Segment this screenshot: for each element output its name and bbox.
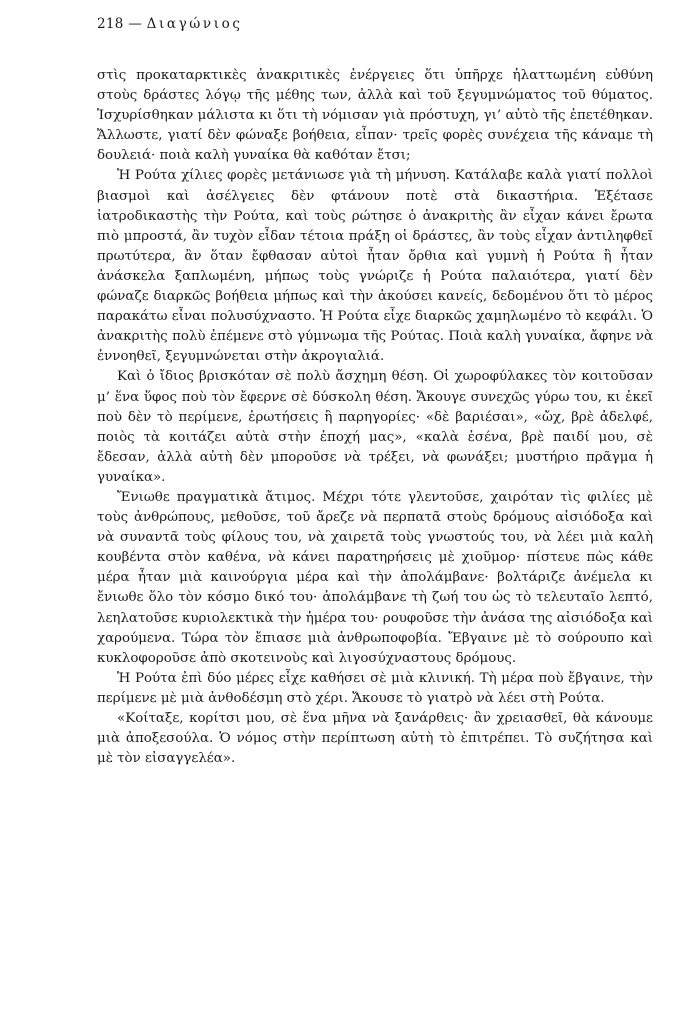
paragraph: Ἡ Ρούτα χίλιες φορὲς μετάνιωσε γιὰ τὴ μήνυση. Κατάλαβε καλὰ γιατί πολλοὶ βιασμοὶ καὶ ἀσέλγειες δὲν φτάνουν ποτὲ στὰ δικαστήρια. Ἐξέτασε ἰατροδικαστὴς τὴν Ρούτα, καὶ τοὺς ρώτησε ὁ ἀνακριτὴς ἂν εἶχαν κάνει ἔρωτα πιὸ μπροστά, ἂν τυχὸν εἶδαν τέτοια πράξη οἱ δράστες, ἂν τοὺς εἶχαν ἀντιληφθεῖ πρωτύτερα, ἂν ὅταν ἔφθασαν αὐτοὶ ἦταν ὄρθια καὶ γυμνὴ ἡ Ρούτα ἢ ἦταν ἀνάσκελα ξαπλωμένη, μήπως τοὺς γνώριζε ἡ Ρούτα παλαιότερα, γιατί δὲν φώναζε διαρκῶς βοήθεια μήπως καὶ τὴν ἀκούσει κανείς, δεδομένου ὅτι τὸ μέρος παρακάτω εἶναι πολυσύχναστο. Ἡ Ρούτα εἶχε διαρκῶς χαμηλωμένο τὸ κεφάλι. Ὁ ἀνακριτὴς πολὺ ἐπέμενε στὸ γύμνωμα τῆς Ρούτας. Ποιὰ καλὴ γυναίκα, ἄφηνε νὰ ἐννοηθεῖ, ξεγυμνώνεται στὴν ἀκρογιαλιά. bbox=[97, 168, 653, 365]
book-page bbox=[97, 14, 653, 769]
header-separator: — bbox=[128, 16, 143, 32]
paragraph: Ἔνιωθε πραγματικὰ ἄτιμος. Μέχρι τότε γλεντοῦσε, χαιρόταν τὶς φιλίες μὲ τοὺς ἀνθρώπους, μεθοῦσε, τοῦ ἄρεζε νὰ περπατᾶ στοὺς δρόμους αἰσιόδοξα καὶ νὰ συναντᾶ τοὺς φίλους του, νὰ χαιρετᾶ τοὺς γνωστούς του, νὰ λέει μιὰ καλὴ κουβέντα στὸν καθένα, νὰ κάνει παρατηρήσεις μὲ χιοῦμορ· πίστευε πὼς κάθε μέρα ἦταν μιὰ καινούργια μέρα καὶ τὴν ἀπολάμβανε· βολτάριζε ἀνέμελα κι ἔνιωθε ὅλο τὸν κόσμο δικό του· ἀπολάμβανε τὴ ζωή του ὡς τὸ τελευταῖο λεπτό, λεηλατοῦσε κυριολεκτικὰ τὴν ἡμέρα του· ρουφοῦσε τὴν ἀνάσα της αἰσιόδοξα καὶ χαρούμενα. Τώρα τὸν ἔπιασε μιὰ ἀνθρωποφοβία. Ἔβγαινε μὲ τὸ σούρουπο καὶ κυκλοφοροῦσε ἀπὸ σκοτεινοὺς καὶ λιγοσύχναστους δρόμους. bbox=[97, 489, 653, 666]
paragraph-quote: «Κοίταξε, κορίτσι μου, σὲ ἕνα μῆνα νὰ ξανάρθεις· ἂν χρειασθεῖ, θὰ κάνουμε μιὰ ἀποξεσούλα. Ὁ νόμος στὴν περίπτωση αὐτὴ τὸ ἐπιτρέπει. Τὸ συζήτησα καὶ μὲ τὸν εἰσαγγελέα». bbox=[97, 711, 653, 767]
paragraph-continued: στὶς προκαταρκτικὲς ἀνακριτικὲς ἐνέργειες ὅτι ὑπῆρχε ἠλαττωμένη εὐθύνη στοὺς δράστες λόγῳ τῆς μέθης των, ἀλλὰ καὶ τοῦ ξεγυμνώματος τοῦ θύματος. Ἰσχυρίσθηκαν μάλιστα κι ὅτι τὴ νόμισαν γιὰ πρόστυχη, γι’ αὐτὸ τῆς ἐπετέθηκαν. Ἄλλωστε, γιατί δὲν φώναξε βοήθεια, εἶπαν· τρεῖς φορὲς συνέχεια τῆς κάναμε τὴ δουλειά· ποιὰ καλὴ γυναίκα θὰ καθόταν ἔτσι; bbox=[97, 68, 653, 164]
running-title: Διαγώνιος bbox=[146, 16, 243, 32]
page-number: 218 bbox=[97, 16, 124, 32]
running-head bbox=[97, 14, 653, 34]
paragraph: Καὶ ὁ ἴδιος βρισκόταν σὲ πολὺ ἄσχημη θέση. Οἱ χωροφύλακες τὸν κοιτοῦσαν μ’ ἕνα ὕφος ποὺ τὸν ἔφερνε σὲ δύσκολη θέση. Ἄκουγε συνεχῶς γύρω του, κι ἐκεῖ ποὺ δὲν τὸ περίμενε, ἐρωτήσεις ἢ παρηγορίες· «δὲ βαριέσαι», «ὤχ, βρὲ ἀδελφέ, ποιὸς τὰ κοιτάζει αὐτὰ στὴν ἐποχή μας», «καλὰ ἐσένα, βρὲ παιδί μου, σὲ ἔδεσαν, ἀλλὰ αὐτὴ δὲν μποροῦσε νὰ τρέξει, νὰ φωνάξει; μυστήριο πρᾶγμα ἡ γυναίκα». bbox=[97, 369, 653, 485]
paragraph: Ἡ Ρούτα ἐπὶ δύο μέρες εἶχε καθήσει σὲ μιὰ κλινική. Τὴ μέρα ποὺ ἔβγαινε, τὴν περίμενε μὲ μιὰ ἀνθοδέσμη στὸ χέρι. Ἄκουσε τὸ γιατρὸ νὰ λέει στὴ Ρούτα. bbox=[97, 670, 653, 706]
body-text bbox=[97, 66, 653, 769]
